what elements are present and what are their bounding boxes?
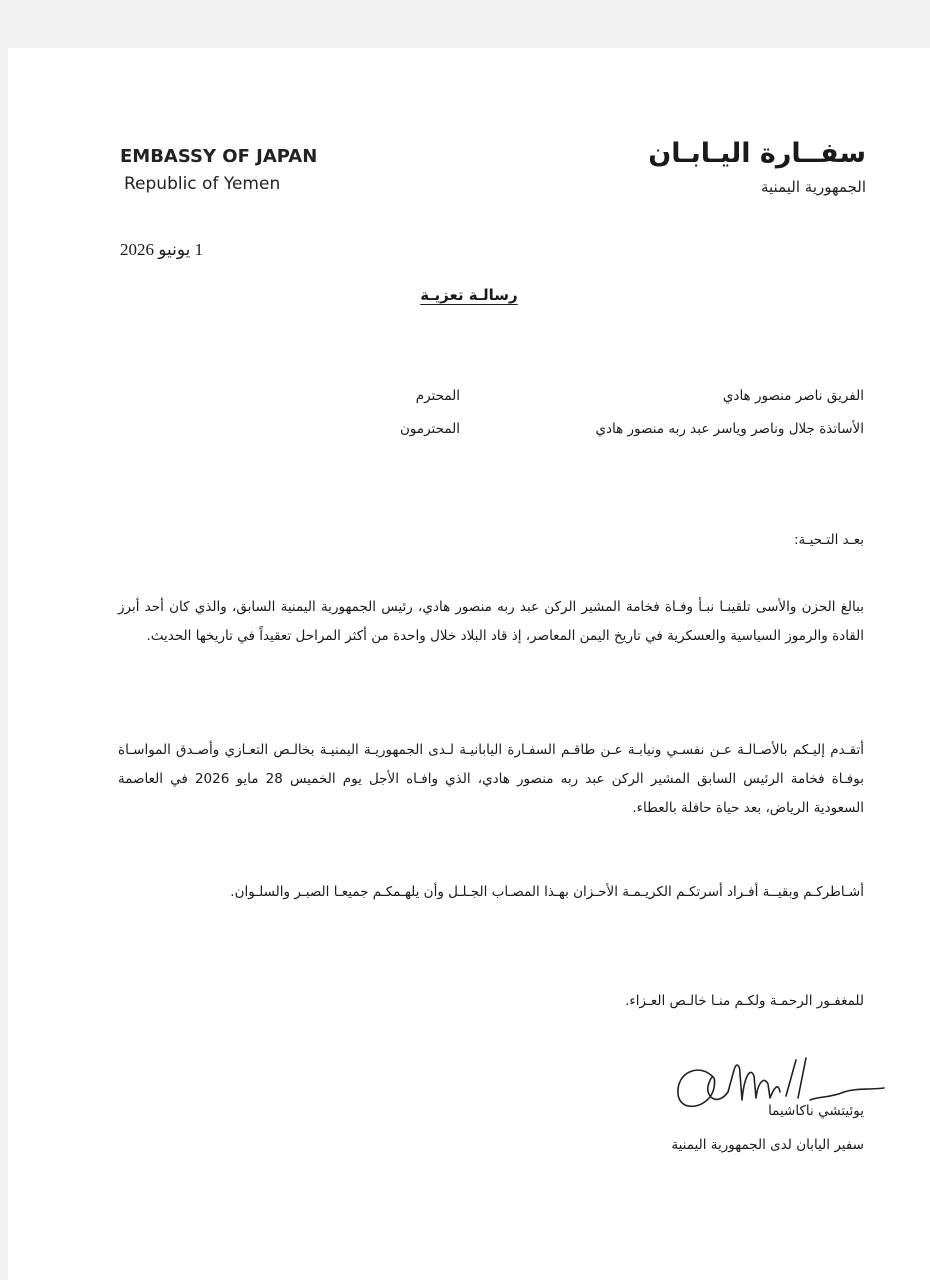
closing-line: للمغفـور الرحمـة ولكـم منـا خالـص العـزاء. [625,993,864,1009]
recipient-name: الفريق ناصر منصور هادي [722,388,864,404]
body-paragraph: أشـاطركـم وبقيــة أفـراد أسرتكـم الكريـمـة الأحـزان بهـذا المصـاب الجـلـل وأن يلهـمكـم جميعـا الصبـر والسلـوان. [230,884,864,900]
signatory-title: سفير اليابان لدى الجمهورية اليمنية [671,1137,864,1153]
recipient-name: الأساتذة جلال وناصر وياسر عبد ربه منصور هادي [595,421,864,437]
letterhead-english-subtitle: Republic of Yemen [124,174,281,194]
greeting: بعـد التـحيـة: [793,532,864,548]
letterhead-english-name: EMBASSY OF JAPAN [120,146,318,167]
letterhead-arabic-name: سفــارة اليـابـان [648,138,866,169]
letter-page [8,48,930,1280]
signatory-name: يوئيتشي ناكاشيما [768,1103,864,1119]
body-paragraph: ببالغ الحزن والأسى تلقينـا نبـأ وفـاة فخامة المشير الركن عبد ربه منصور هادي، رئيس الجمهورية اليمنية السابق، والذي كان أحد أبرز القادة والرموز السياسية والعسكرية في تاريخ اليمن المعاصر، إذ قاد البلاد خلال واحدة من أكثر المراحل تعقيداً في تاريخها الحديث. [118,599,864,644]
letter-subject: رسالـة تعزيـة [420,286,518,304]
letterhead-arabic-subtitle: الجمهورية اليمنية [760,178,866,196]
body-paragraph: أتقـدم إليـكم بالأصـالـة عـن نفسـي ونيابـة عـن طاقـم السفـارة اليابانيـة لـدى الجمهوريـة اليمنيـة بخالـص التعـازي وأصـدق المواسـاة بوفـاة فخامة الرئيس السابق المشير الركن عبد ربه منصور هادي، الذي وافـاه الأجل يوم الخميس 28 مايو 2026 في العاصمة السعودية الرياض، بعد حياة حافلة بالعطاء. [118,742,864,816]
letter-date: 1 يونيو 2026 [120,240,204,259]
recipient-honorific: المحترمون [399,421,460,437]
recipient-honorific: المحترم [415,388,460,404]
